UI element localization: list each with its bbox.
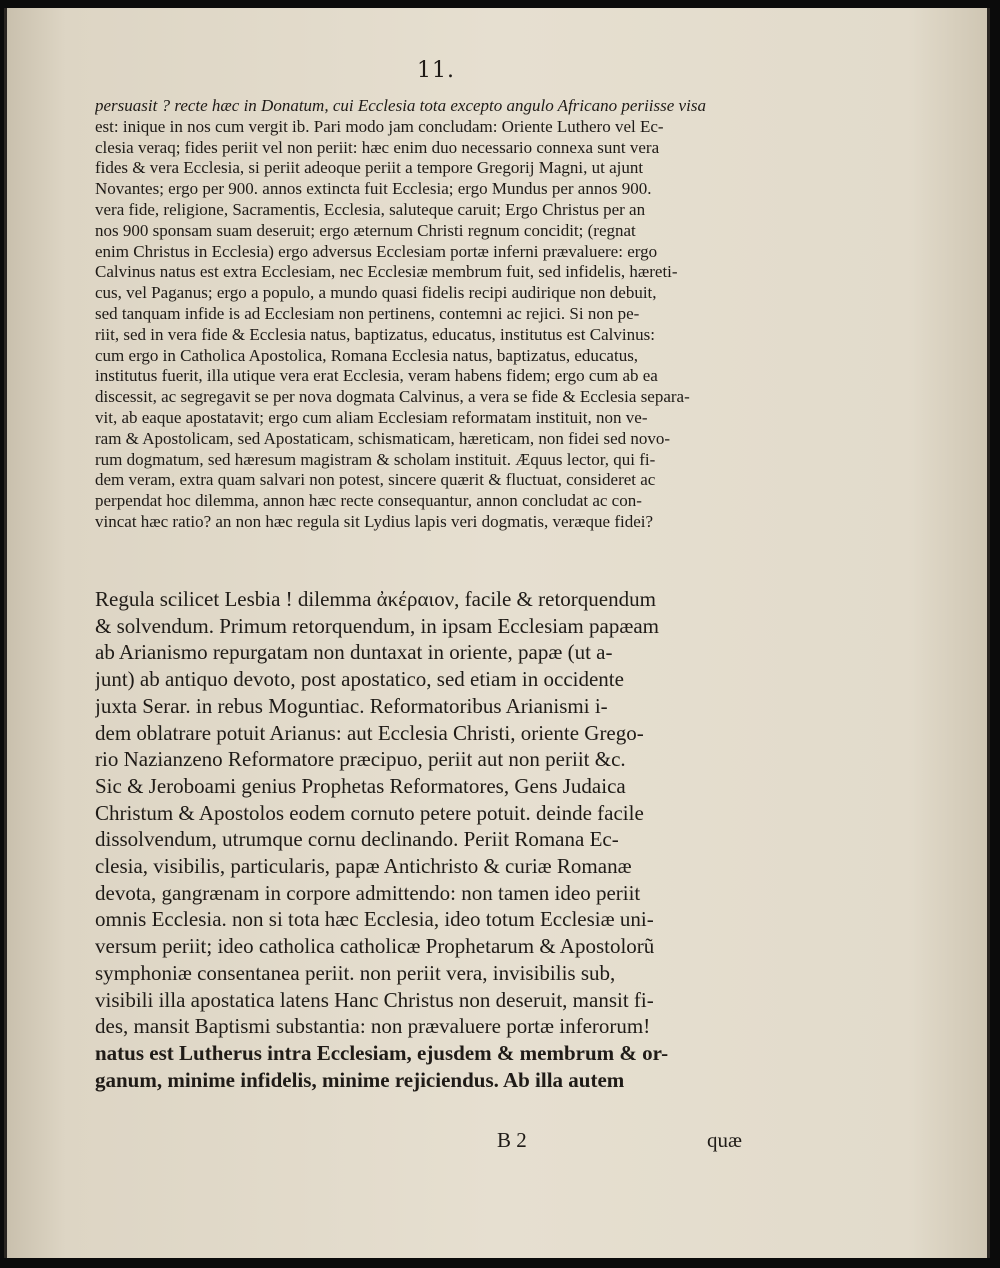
page-number: 11.	[417, 58, 455, 83]
text-line: dem veram, extra quam salvari non potest, sincere quærit & fluctuat, consideret ac	[95, 470, 656, 490]
text-line: Calvinus natus est extra Ecclesiam, nec Ecclesiæ membrum fuit, sed infidelis, hæreti-	[95, 262, 678, 282]
text-line: Regula scilicet Lesbia ! dilemma ἀκέραιον, facile & retorquendum	[95, 587, 656, 611]
text-line: est: inique in nos cum vergit ib. Pari modo jam concludam: Oriente Luthero vel Ec-	[95, 116, 664, 136]
text-line: natus est Lutherus intra Ecclesiam, ejusdem & membrum & or-	[95, 1040, 669, 1065]
text-line: Sic & Jeroboami genius Prophetas Reformatores, Gens Judaica	[95, 773, 626, 798]
book-page	[4, 8, 990, 1258]
text-line: dissolvendum, utrumque cornu declinando. Periit Romana Ec-	[95, 827, 619, 852]
text-line: persuasit ? recte hæc in Donatum, cui Ecclesia tota excepto angulo Africano periisse visa	[95, 96, 706, 115]
text-line: clesia veraq; fides periit vel non periit: hæc enim duo necessario connexa sunt vera	[95, 137, 660, 157]
text-line: institutus fuerit, illa utique vera erat Ecclesia, veram habens fidem; ergo cum ab ea	[95, 366, 658, 386]
text-line: fides & vera Ecclesia, si periit adeoque periit a tempore Gregorij Magni, ut ajunt	[95, 158, 644, 178]
small-text-block	[95, 96, 855, 533]
text-line: vit, ab eaque apostatavit; ergo cum aliam Ecclesiam reformatam instituit, non ve-	[95, 407, 648, 427]
text-line: ram & Apostolicam, sed Apostaticam, schismaticam, hæreticam, non fidei sed novo-	[95, 428, 671, 448]
text-line: dem oblatrare potuit Arianus: aut Ecclesia Christi, oriente Grego-	[95, 720, 644, 745]
text-line: devota, gangrænam in corpore admittendo: non tamen ideo periit	[95, 880, 641, 905]
catchword: quæ	[707, 1128, 743, 1152]
text-line: cum ergo in Catholica Apostolica, Romana Ecclesia natus, baptizatus, educatus,	[95, 345, 639, 365]
text-line: Christum & Apostolos eodem cornuto petere potuit. deinde facile	[95, 800, 644, 825]
text-line: versum periit; ideo catholica catholicæ Prophetarum & Apostolorũ	[95, 934, 655, 959]
text-line: riit, sed in vera fide & Ecclesia natus, baptizatus, educatus, institutus est Calvinus:	[95, 324, 655, 344]
text-line: rum dogmatum, sed hæresum magistram & scholam instituit. Æquus lector, qui fi-	[95, 449, 656, 469]
text-line: enim Christus in Ecclesia) ergo adversus Ecclesiam portæ inferni prævaluere: ergo	[95, 241, 658, 261]
text-line: vera fide, religione, Sacramentis, Ecclesia, saluteque caruit; Ergo Christus per an	[95, 199, 646, 219]
large-text-block	[95, 586, 763, 1093]
text-line: omnis Ecclesia. non si tota hæc Ecclesia, ideo totum Ecclesiæ uni-	[95, 907, 654, 932]
text-line: clesia, visibilis, particularis, papæ Antichristo & curiæ Romanæ	[95, 854, 632, 879]
text-line: visibili illa apostatica latens Hanc Christus non deseruit, mansit fi-	[95, 987, 654, 1012]
text-line: rio Nazianzeno Reformatore præcipuo, periit aut non periit &c.	[95, 747, 626, 772]
signature-mark: B 2	[497, 1128, 527, 1152]
text-line: cus, vel Paganus; ergo a populo, a mundo quasi fidelis recipi audirique non debuit,	[95, 283, 657, 303]
text-line: discessit, ac segregavit se per nova dogmata Calvinus, a vera se fide & Ecclesia separa-	[95, 387, 690, 407]
text-line: sed tanquam infide is ad Ecclesiam non pertinens, contemni ac rejici. Si non pe-	[95, 303, 640, 323]
text-line: nos 900 sponsam suam deseruit; ergo æternum Christi regnum concidit; (regnat	[95, 220, 636, 240]
text-line: Novantes; ergo per 900. annos extincta fuit Ecclesia; ergo Mundus per annos 900.	[95, 179, 652, 199]
text-line: ganum, minime infidelis, minime rejiciendus. Ab illa autem	[95, 1067, 625, 1092]
text-line: vincat hæc ratio? an non hæc regula sit Lydius lapis veri dogmatis, veræque fidei?	[95, 511, 654, 531]
text-line: des, mansit Baptismi substantia: non prævaluere portæ inferorum!	[95, 1014, 651, 1039]
text-line: junt) ab antiquo devoto, post apostatico, sed etiam in occidente	[95, 667, 624, 692]
text-line: juxta Serar. in rebus Moguntiac. Reformatoribus Arianismi i-	[95, 693, 608, 718]
text-line: perpendat hoc dilemma, annon hæc recte consequantur, annon concludat ac con-	[95, 491, 642, 511]
text-line: symphoniæ consentanea periit. non periit vera, invisibilis sub,	[95, 960, 616, 985]
text-line: ab Arianismo repurgatam non duntaxat in oriente, papæ (ut a-	[95, 640, 613, 665]
text-line: & solvendum. Primum retorquendum, in ipsam Ecclesiam papæam	[95, 613, 659, 638]
